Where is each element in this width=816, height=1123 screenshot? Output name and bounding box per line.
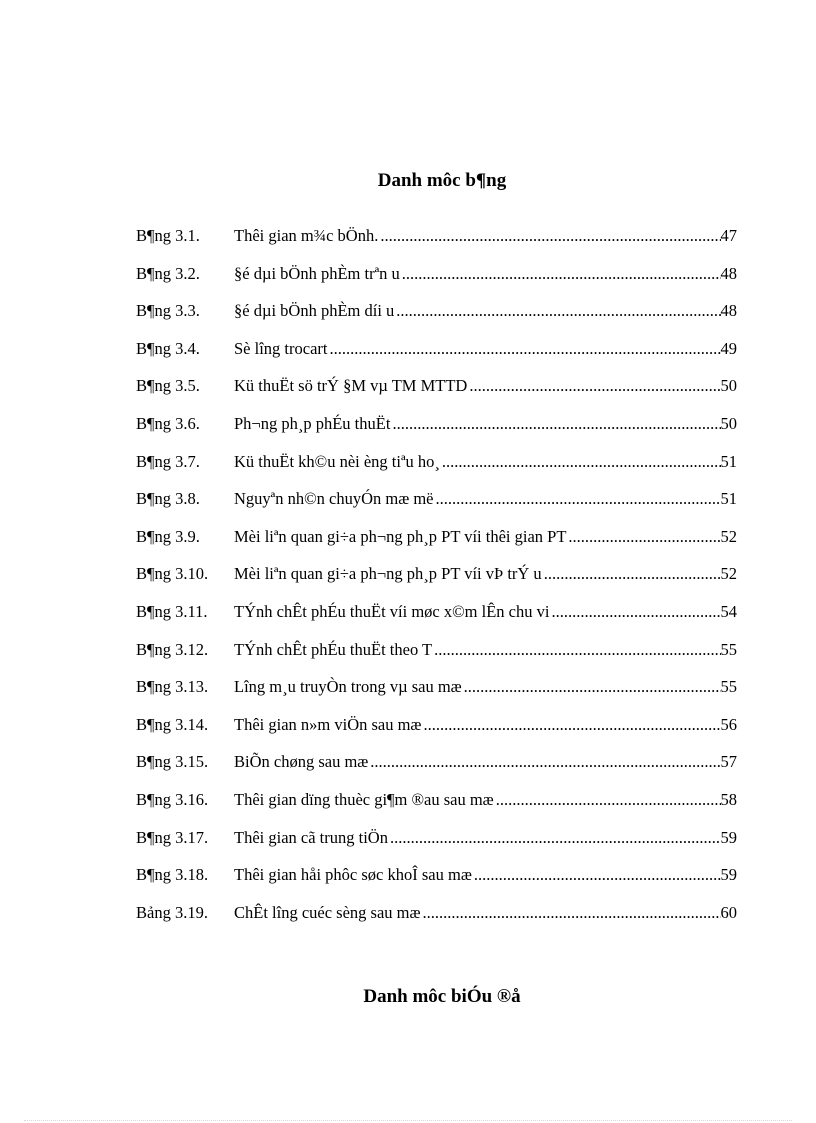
dot-leader [442, 452, 721, 472]
toc-entry-title: Sè lîng trocart [234, 338, 328, 358]
toc-entry-label: B¶ng 3.9. [136, 526, 200, 546]
toc-entry [136, 640, 737, 678]
toc-entry [136, 752, 737, 790]
toc-entry [136, 828, 737, 866]
toc-entry-page: 50 [720, 376, 737, 396]
toc-entry-label: B¶ng 3.4. [136, 338, 200, 358]
table-of-contents [136, 226, 737, 940]
toc-entry-title: §é dµi bÖnh phÈm díi u [234, 301, 395, 321]
toc-entry-label: B¶ng 3.11. [136, 601, 208, 621]
toc-entry-page: 59 [720, 827, 737, 847]
dot-leader [464, 677, 721, 697]
toc-entry-page: 56 [720, 714, 737, 734]
toc-entry [136, 527, 737, 565]
toc-entry [136, 564, 737, 602]
dot-leader [402, 264, 721, 284]
toc-entry-label: B¶ng 3.2. [136, 263, 200, 283]
dot-leader [496, 790, 721, 810]
toc-entry-label: B¶ng 3.16. [136, 789, 209, 809]
toc-entry-title: Thêi gian m¾c bÖnh. [234, 226, 379, 245]
toc-entry-title: Kü thuËt kh©u nèi èng tiªu ho¸ [234, 451, 440, 471]
toc-entry-label: B¶ng 3.14. [136, 714, 209, 734]
toc-entry [136, 790, 737, 828]
dot-leader [390, 828, 721, 848]
toc-entry-title: TÝnh chÊt phÉu thuËt theo T [234, 639, 433, 659]
toc-entry-label: B¶ng 3.13. [136, 677, 209, 697]
dot-leader [474, 865, 721, 885]
dot-leader [392, 414, 720, 434]
toc-entry [136, 226, 737, 264]
toc-entry-page: 52 [720, 564, 737, 584]
toc-entry-page: 48 [720, 301, 737, 321]
toc-entry [136, 376, 737, 414]
toc-entry-label: Bảng 3.19. [136, 902, 208, 922]
toc-entry-label: B¶ng 3.18. [136, 865, 209, 885]
toc-entry-title: Kü thuËt sö trÝ §M vµ TM MTTD [234, 376, 468, 396]
toc-entry [136, 301, 737, 339]
toc-entry-page: 52 [720, 526, 737, 546]
dot-leader [551, 602, 720, 622]
dot-leader [396, 301, 720, 321]
toc-entry-label: B¶ng 3.12. [136, 639, 209, 659]
toc-entry-label: B¶ng 3.10. [136, 564, 209, 584]
toc-entry [136, 602, 737, 640]
toc-entry-title: Lîng m¸u truyÒn trong vµ sau mæ [234, 677, 462, 697]
page-bottom-rule [24, 1120, 792, 1121]
toc-entry-page: 51 [720, 451, 737, 471]
dot-leader [380, 226, 720, 246]
toc-entry [136, 903, 737, 941]
toc-entry-page: 60 [720, 902, 737, 922]
toc-entry-page: 49 [720, 338, 737, 358]
toc-entry-title: Thêi gian dïng thuèc gi¶m ®au sau mæ [234, 789, 494, 809]
toc-entry-page: 55 [720, 639, 737, 659]
page-title: Danh môc b¶ng [377, 170, 507, 191]
toc-entry-title: ChÊt lîng cuéc sèng sau mæ [234, 902, 421, 922]
dot-leader [434, 640, 720, 660]
dot-leader [568, 527, 720, 547]
toc-entry [136, 414, 737, 452]
toc-entry-label: B¶ng 3.15. [136, 752, 209, 772]
dot-leader [544, 564, 721, 584]
toc-entry-title: Thêi gian cã trung tiÖn [234, 827, 388, 847]
dot-leader [423, 903, 721, 923]
toc-entry [136, 264, 737, 302]
toc-entry-title: Thêi gian håi phôc søc khoÎ sau mæ [234, 865, 472, 885]
dot-leader [370, 752, 720, 772]
toc-entry-page: 59 [720, 865, 737, 885]
toc-entry-label: B¶ng 3.17. [136, 827, 209, 847]
toc-entry-title: Nguyªn nh©n chuyÓn mæ më [234, 489, 434, 509]
toc-entry [136, 715, 737, 753]
toc-entry-label: B¶ng 3.7. [136, 451, 200, 471]
toc-entry-title: TÝnh chÊt phÉu thuËt víi møc x©m lÊn chu vi [234, 601, 550, 621]
toc-entry-label: B¶ng 3.5. [136, 376, 200, 396]
toc-entry-label: B¶ng 3.6. [136, 413, 200, 433]
toc-entry-label: B¶ng 3.1. [136, 226, 200, 245]
dot-leader [329, 339, 720, 359]
toc-entry-label: B¶ng 3.3. [136, 301, 200, 321]
toc-entry-page: 58 [720, 789, 737, 809]
toc-entry [136, 452, 737, 490]
toc-entry-title: §é dµi bÖnh phÈm trªn u [234, 263, 400, 283]
dot-leader [469, 376, 720, 396]
toc-entry-page: 47 [720, 226, 737, 245]
toc-entry-title: BiÕn chøng sau mæ [234, 752, 369, 772]
toc-entry-page: 54 [720, 601, 737, 621]
toc-entry-title: Ph¬ng ph¸p phÉu thuËt [234, 413, 391, 433]
toc-entry-page: 57 [720, 752, 737, 772]
toc-entry [136, 489, 737, 527]
toc-entry [136, 677, 737, 715]
dot-leader [436, 489, 721, 509]
toc-entry-page: 50 [720, 413, 737, 433]
toc-entry [136, 339, 737, 377]
toc-entry-page: 48 [720, 263, 737, 283]
dot-leader [423, 715, 720, 735]
toc-entry-title: Mèi liªn quan gi÷a ph¬ng ph¸p PT víi thêi gian PT [234, 526, 567, 546]
toc-entry-title: Thêi gian n»m viÖn sau mæ [234, 714, 422, 734]
toc-entry-label: B¶ng 3.8. [136, 489, 200, 509]
toc-entry [136, 865, 737, 903]
toc-entry-page: 55 [720, 677, 737, 697]
toc-entry-title: Mèi liªn quan gi÷a ph¬ng ph¸p PT víi vÞ trÝ u [234, 564, 542, 584]
toc-entry-page: 51 [720, 489, 737, 509]
section-title: Danh môc biÓu ®å [363, 986, 521, 1007]
